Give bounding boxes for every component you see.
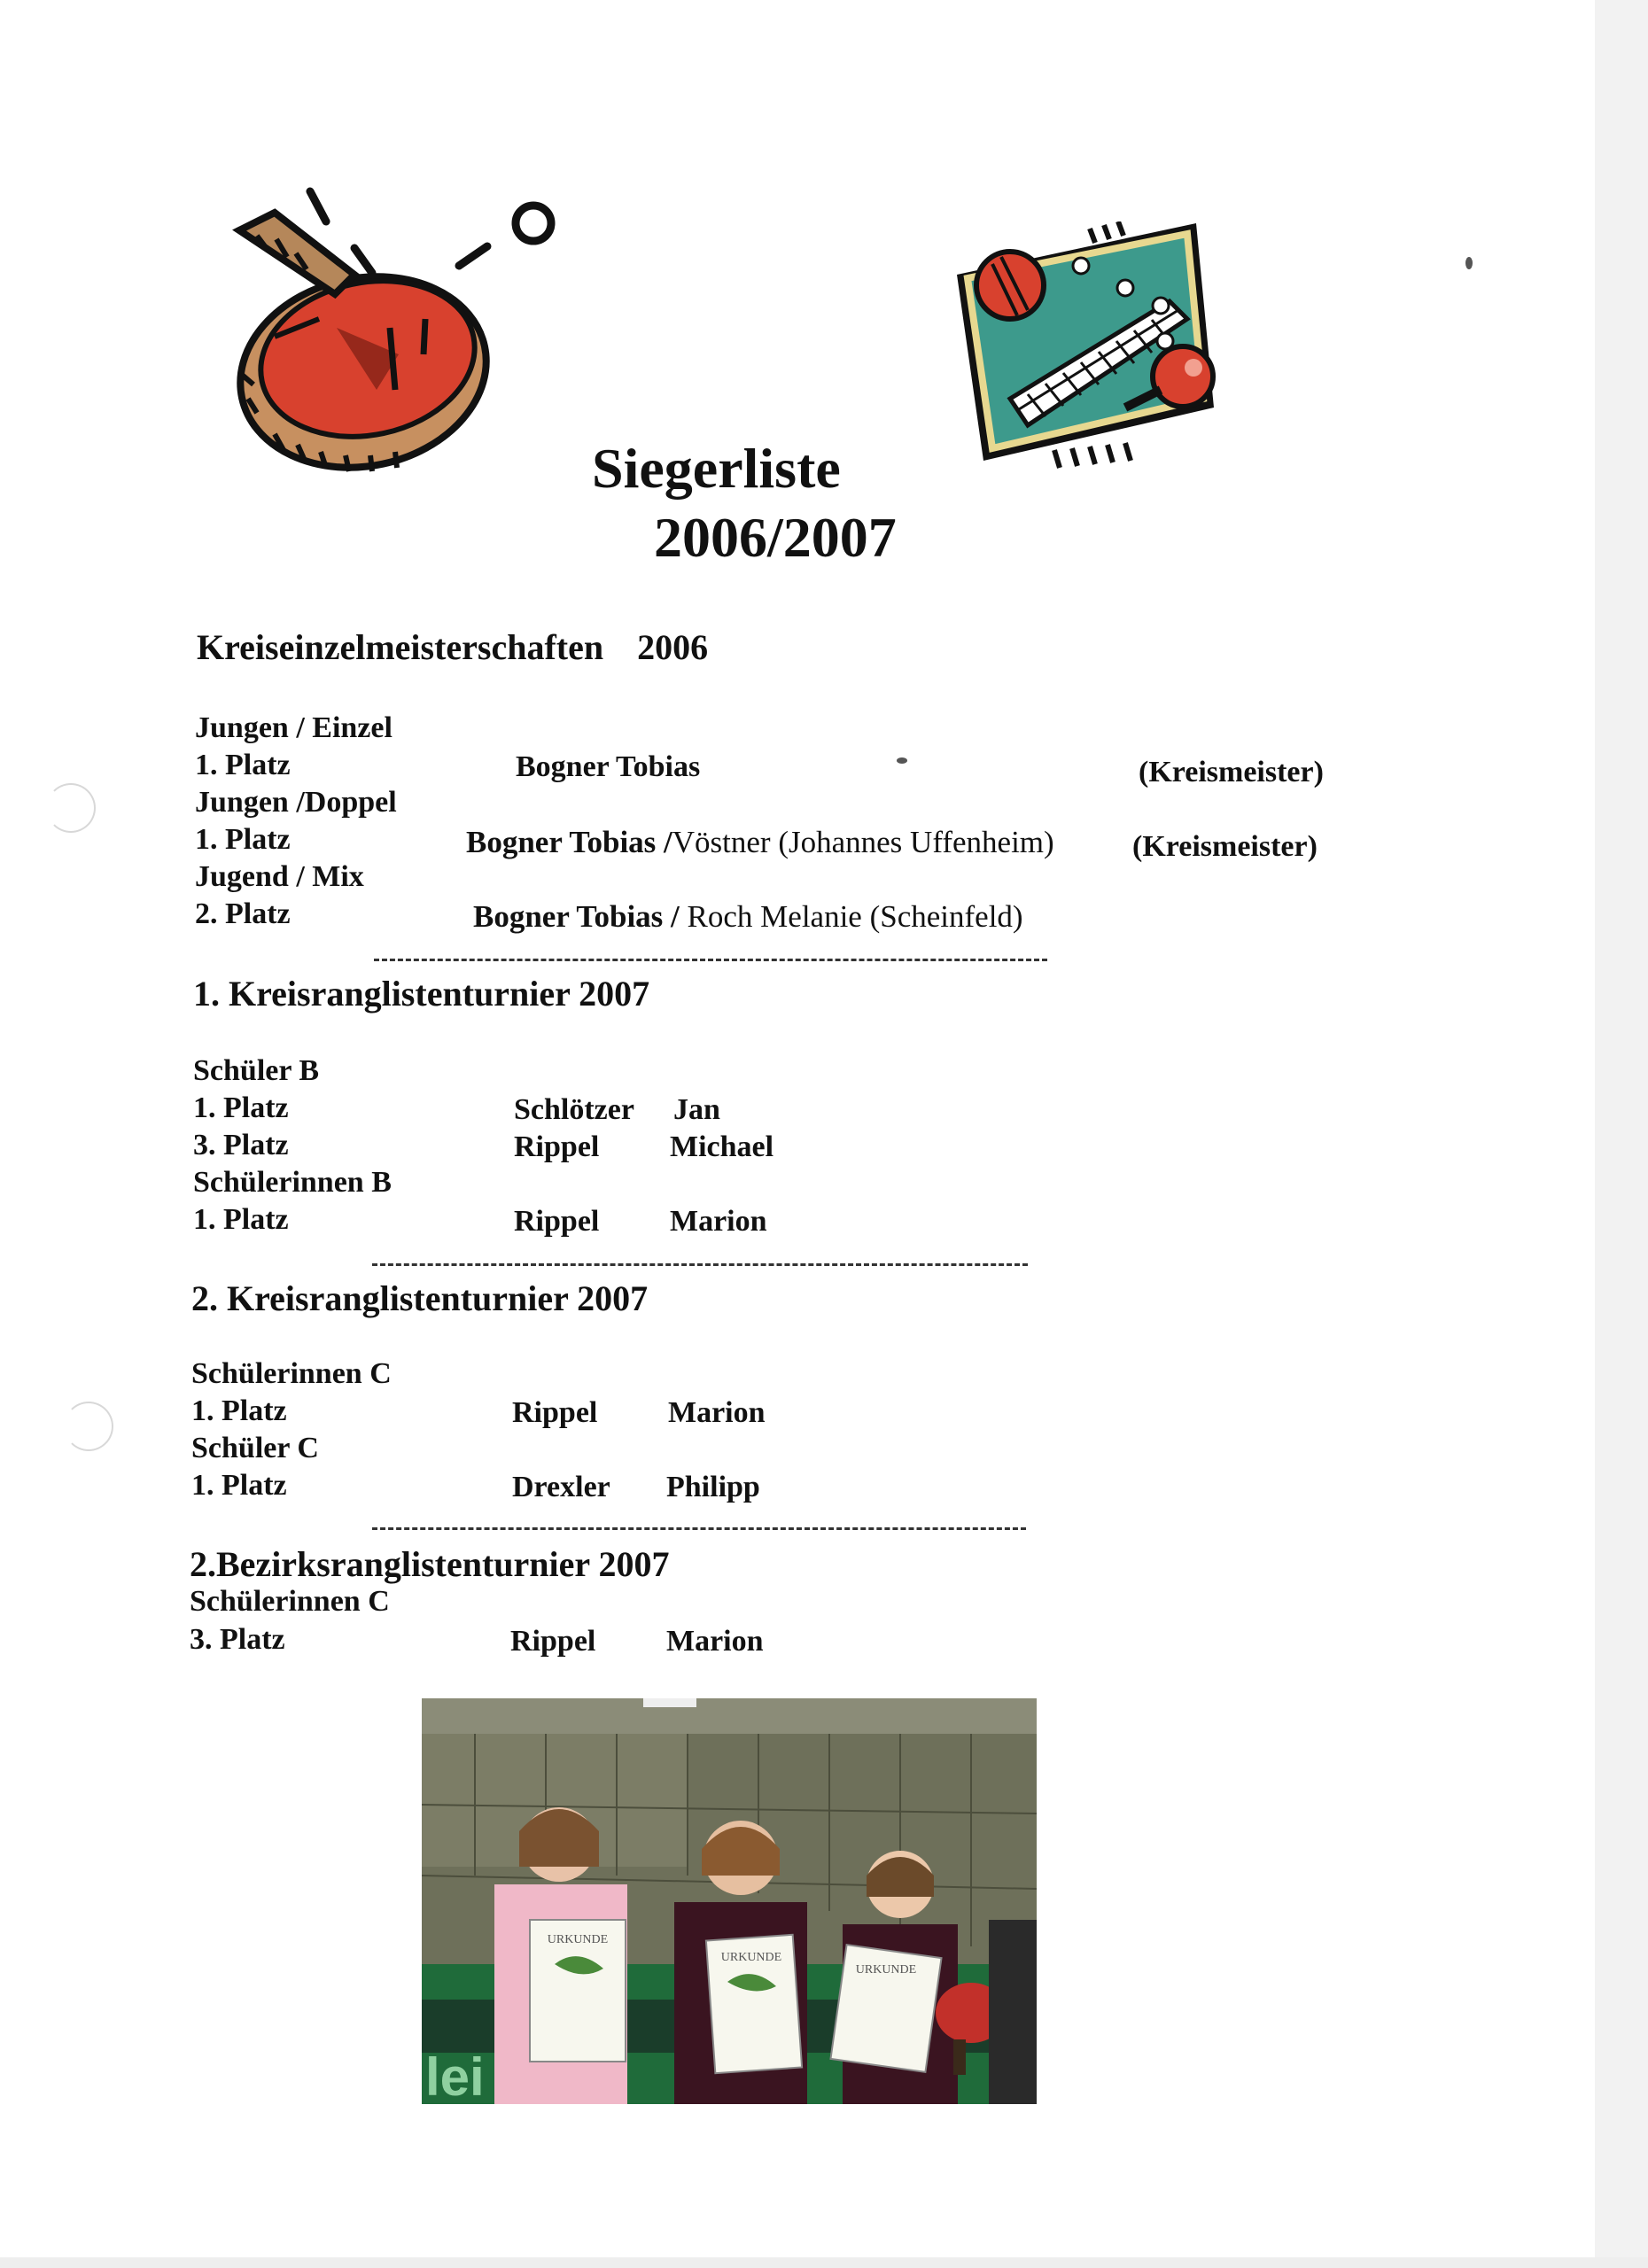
winner-pair bbox=[473, 899, 1023, 935]
place-label: 1. Platz bbox=[193, 1091, 289, 1124]
punch-hole-bottom bbox=[64, 1402, 113, 1451]
winner-first-name: Michael bbox=[670, 1130, 774, 1163]
certificate-text-1: URKUNDE bbox=[547, 1933, 609, 1946]
dashed-separator bbox=[374, 959, 1047, 961]
section-heading-bezirksrangliste-2: 2.Bezirksranglistenturnier 2007 bbox=[190, 1544, 670, 1584]
table-tennis-paddle-icon bbox=[222, 177, 576, 487]
scan-edge-right bbox=[1595, 0, 1648, 2268]
winner-pair bbox=[466, 825, 1054, 860]
place-label: 3. Platz bbox=[193, 1129, 289, 1161]
place-label: 1. Platz bbox=[195, 823, 291, 856]
place-label: 1. Platz bbox=[195, 749, 291, 781]
winner-first-name: Jan bbox=[673, 1093, 720, 1126]
partner-name: Roch Melanie (Scheinfeld) bbox=[687, 899, 1023, 934]
category-schuelerinnen-c: Schülerinnen C bbox=[190, 1585, 390, 1618]
winner-first-name: Marion bbox=[666, 1625, 764, 1658]
winner-last-name: Rippel bbox=[512, 1396, 598, 1429]
category-schueler-c: Schüler C bbox=[191, 1432, 319, 1464]
winner-name: Bogner Tobias / bbox=[466, 825, 672, 859]
punch-hole-top bbox=[46, 783, 96, 833]
scan-edge-bottom bbox=[0, 2257, 1648, 2268]
page-title-years: 2006/2007 bbox=[654, 506, 897, 569]
winner-last-name: Rippel bbox=[514, 1205, 600, 1238]
certificate-text-3: URKUNDE bbox=[855, 1963, 917, 1977]
place-label: 3. Platz bbox=[190, 1623, 285, 1656]
scan-speck bbox=[897, 757, 907, 764]
category-jungen-einzel: Jungen / Einzel bbox=[195, 711, 393, 744]
category-schueler-b: Schüler B bbox=[193, 1054, 320, 1087]
winner-name: Bogner Tobias bbox=[516, 750, 701, 783]
winner-first-name: Marion bbox=[668, 1396, 766, 1429]
section-heading-kreisrangliste-2: 2. Kreisranglistenturnier 2007 bbox=[191, 1278, 649, 1318]
winner-first-name: Marion bbox=[670, 1205, 767, 1238]
place-label: 1. Platz bbox=[193, 1203, 289, 1236]
svg-text:lei: lei bbox=[425, 2047, 485, 2104]
winner-last-name: Rippel bbox=[514, 1130, 600, 1163]
category-schuelerinnen-b: Schülerinnen B bbox=[193, 1166, 392, 1199]
winner-last-name: Schlötzer bbox=[514, 1093, 634, 1126]
winner-name: Bogner Tobias / bbox=[473, 899, 680, 934]
scan-speck bbox=[1465, 257, 1473, 269]
award-photo bbox=[422, 1698, 1037, 2104]
place-label: 2. Platz bbox=[195, 897, 291, 930]
page-title: Siegerliste bbox=[592, 437, 841, 500]
winner-last-name: Drexler bbox=[512, 1471, 610, 1503]
section-heading-kreiseinzel bbox=[197, 626, 708, 668]
winner-last-name: Rippel bbox=[510, 1625, 596, 1658]
category-schuelerinnen-c: Schülerinnen C bbox=[191, 1357, 392, 1390]
partner-name: Vöstner (Johannes Uffenheim) bbox=[672, 825, 1054, 859]
dashed-separator bbox=[372, 1263, 1028, 1266]
place-label: 1. Platz bbox=[191, 1394, 287, 1427]
section-heading-text: Kreiseinzelmeisterschaften bbox=[197, 627, 604, 667]
certificate-text-2: URKUNDE bbox=[720, 1951, 782, 1964]
winner-first-name: Philipp bbox=[666, 1471, 760, 1503]
dashed-separator bbox=[372, 1527, 1026, 1530]
category-jungen-doppel: Jungen /Doppel bbox=[195, 786, 397, 819]
place-label: 1. Platz bbox=[191, 1469, 287, 1502]
section-heading-kreisrangliste-1: 1. Kreisranglistenturnier 2007 bbox=[193, 974, 650, 1014]
section-heading-year: 2006 bbox=[637, 627, 709, 667]
title-note: (Kreismeister) bbox=[1139, 756, 1324, 788]
table-tennis-table-icon bbox=[948, 221, 1249, 478]
title-note: (Kreismeister) bbox=[1132, 830, 1318, 863]
category-jugend-mix: Jugend / Mix bbox=[195, 860, 364, 893]
